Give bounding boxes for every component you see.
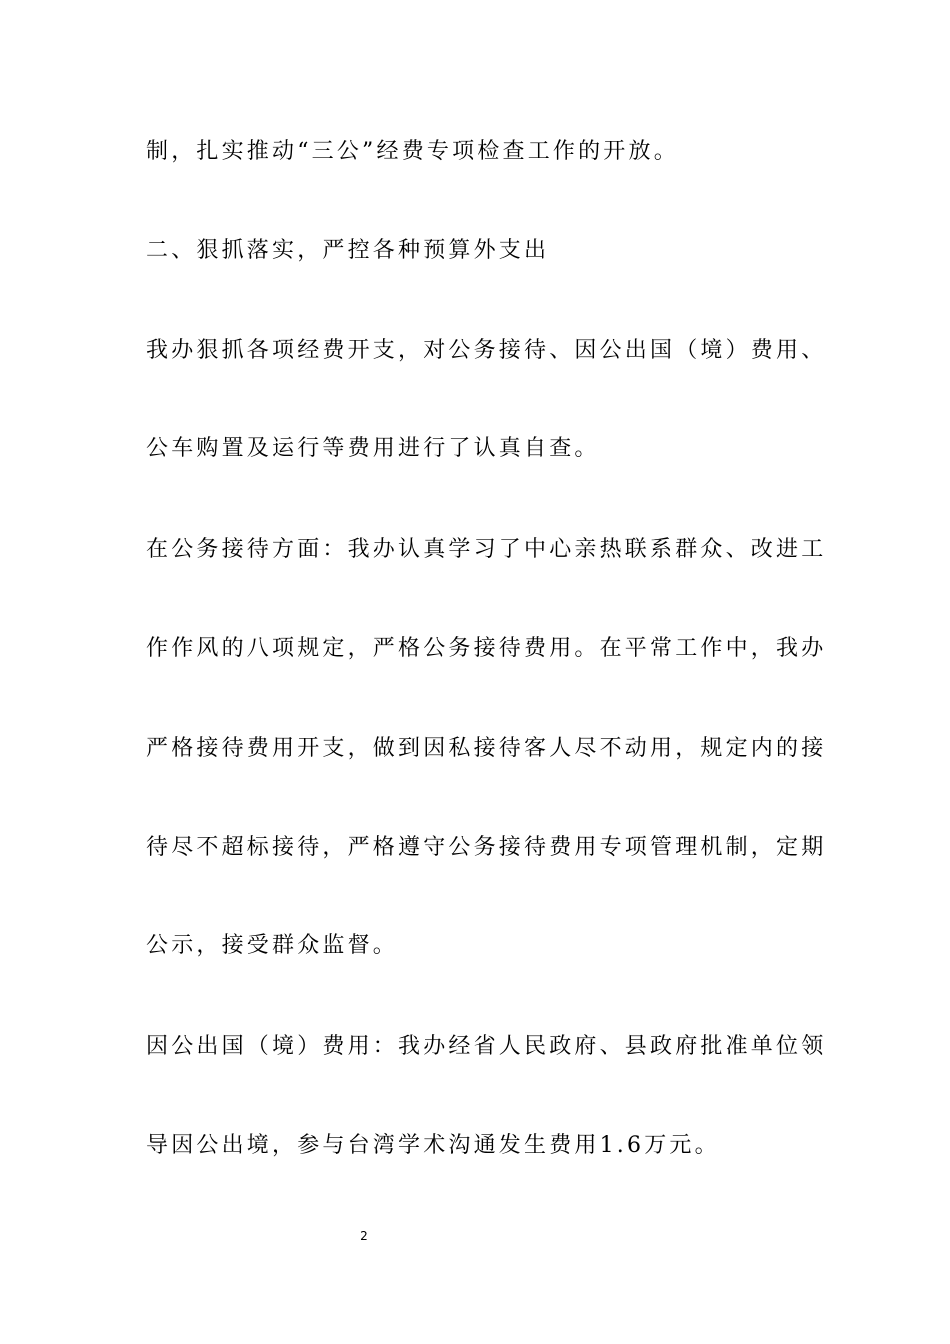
paragraph-line-3: 我办狠抓各项经费开支，对公务接待、因公出国（境）费用、	[146, 338, 827, 363]
paragraph-line-8: 待尽不超标接待，严格遵守公务接待费用专项管理机制，定期	[146, 835, 827, 860]
paragraph-line-4: 公车购置及运行等费用进行了认真自查。	[146, 436, 600, 461]
paragraph-line-5: 在公务接待方面：我办认真学习了中心亲热联系群众、改进工	[146, 537, 827, 562]
page-number: 2	[360, 1229, 368, 1243]
paragraph-line-11: 导因公出境，参与台湾学术沟通发生费用1.6万元。	[146, 1133, 720, 1158]
paragraph-line-7: 严格接待费用开支，做到因私接待客人尽不动用，规定内的接	[146, 736, 827, 761]
paragraph-line-6: 作作风的八项规定，严格公务接待费用。在平常工作中，我办	[146, 636, 827, 661]
paragraph-line-1: 制，扎实推动“三公”经费专项检查工作的开放。	[146, 139, 679, 164]
paragraph-line-10: 因公出国（境）费用：我办经省人民政府、县政府批准单位领	[146, 1034, 827, 1059]
paragraph-line-9: 公示，接受群众监督。	[146, 933, 399, 958]
section-heading-line: 二、狠抓落实，严控各种预算外支出	[146, 238, 550, 263]
